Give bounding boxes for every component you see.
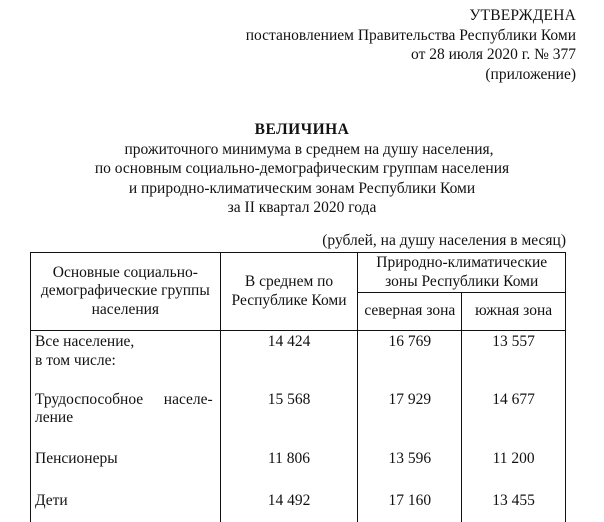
approval-date-number: от 28 июля 2020 г. № 377 bbox=[411, 46, 576, 63]
cell-average: 14 424 bbox=[220, 331, 358, 390]
row-label-line-1: Все население, bbox=[35, 333, 135, 350]
cell-south: 13 455 bbox=[462, 482, 566, 522]
cell-north: 17 929 bbox=[358, 390, 462, 444]
header-groups: Основные социально-демографические группы населения bbox=[31, 253, 221, 331]
table-row bbox=[31, 331, 566, 390]
row-label bbox=[31, 331, 221, 390]
title-heading: ВЕЛИЧИНА bbox=[254, 121, 350, 138]
cell-south: 11 200 bbox=[462, 444, 566, 482]
document-title bbox=[0, 120, 604, 218]
row-label-line-2: в том числе: bbox=[35, 351, 116, 369]
title-line-4: за II квартал 2020 года bbox=[227, 199, 377, 216]
units-note: (рублей, на душу населения в месяц) bbox=[322, 232, 566, 249]
cell-south: 14 677 bbox=[462, 390, 566, 444]
row-label bbox=[31, 390, 221, 444]
row-label-line-2: ление bbox=[35, 409, 74, 426]
cell-south: 13 557 bbox=[462, 331, 566, 390]
row-label: Дети bbox=[31, 482, 221, 522]
row-label: Пенсионеры bbox=[31, 444, 221, 482]
table-row bbox=[31, 482, 566, 522]
table-row bbox=[31, 390, 566, 444]
header-north: северная зона bbox=[358, 293, 462, 331]
row-label-line-1: Трудоспособное населе- bbox=[35, 390, 213, 408]
cell-average: 11 806 bbox=[220, 444, 358, 482]
cell-average: 15 568 bbox=[220, 390, 358, 444]
approval-block bbox=[246, 6, 576, 84]
title-line-3: и природно-климатическим зонам Республики Коми bbox=[128, 179, 476, 197]
cell-average: 14 492 bbox=[220, 482, 358, 522]
approval-status: УТВЕРЖДЕНА bbox=[469, 7, 576, 24]
cell-north: 13 596 bbox=[358, 444, 462, 482]
header-average: В среднем по Республике Коми bbox=[220, 253, 358, 331]
cell-north: 17 160 bbox=[358, 482, 462, 522]
table-row bbox=[31, 444, 566, 482]
header-zones: Природно-климатические зоны Республики Коми bbox=[358, 253, 566, 293]
title-line-2: по основным социально-демографическим группам населения bbox=[94, 160, 510, 177]
title-line-1: прожиточного минимума в среднем на душу населения, bbox=[124, 140, 494, 158]
header-south: южная зона bbox=[462, 293, 566, 331]
subsistence-table bbox=[30, 252, 566, 522]
approval-appendix: (приложение) bbox=[485, 65, 576, 83]
cell-north: 16 769 bbox=[358, 331, 462, 390]
approval-decree: постановлением Правительства Республики Коми bbox=[245, 26, 576, 44]
